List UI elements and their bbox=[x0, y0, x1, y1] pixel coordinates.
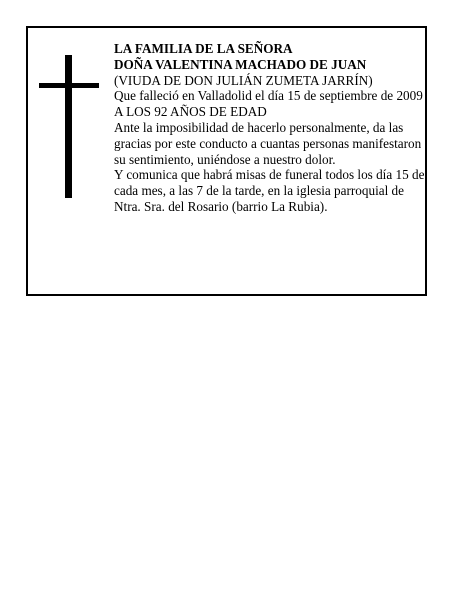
thanks-paragraph: Ante la imposibilidad de hacerlo personalmente, da las gracias por este conducto a cuantas personas manifestaron su sentimiento, uniéndose a nuestro dolor. bbox=[114, 119, 422, 167]
cross-horizontal-bar bbox=[39, 83, 99, 88]
family-heading: LA FAMILIA DE LA SEÑORA bbox=[114, 41, 293, 56]
cross-icon bbox=[39, 55, 99, 198]
widow-of-line: (VIUDA DE DON JULIÁN ZUMETA JARRÍN) bbox=[114, 72, 373, 88]
obituary-notice bbox=[26, 26, 427, 296]
mass-announcement: Y comunica que habrá misas de funeral todos los día 15 de cada mes, a las 7 de la tarde, en la iglesia parroquial de Ntra. Sra. del Rosario (barrio La Rubia). bbox=[114, 167, 425, 214]
deceased-name: DOÑA VALENTINA MACHADO DE JUAN bbox=[114, 56, 367, 72]
notice-text bbox=[114, 41, 426, 215]
age-line: A LOS 92 AÑOS DE EDAD bbox=[114, 104, 267, 120]
cross-vertical-bar bbox=[65, 55, 72, 198]
death-date-line: Que falleció en Valladolid el día 15 de septiembre de 2009 bbox=[114, 88, 423, 104]
